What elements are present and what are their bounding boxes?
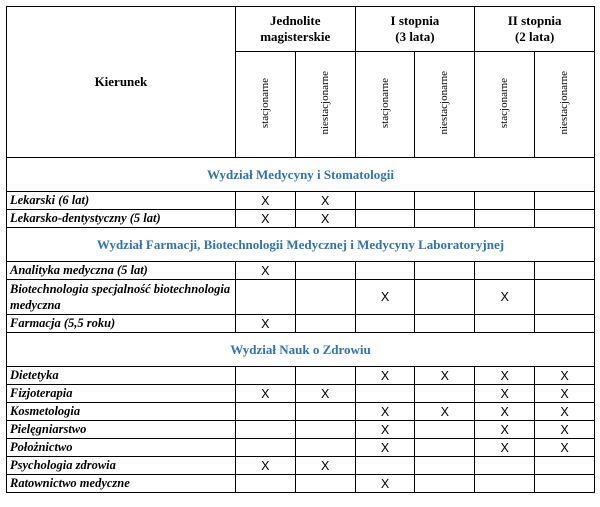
- mark-cell: X: [235, 457, 295, 475]
- header-mode-label: niestacjonarne: [318, 71, 331, 135]
- mark-cell: [295, 367, 355, 385]
- header-mode-label: niestacjonarne: [558, 71, 571, 135]
- mark-cell: [415, 421, 475, 439]
- mark-cell: [235, 403, 295, 421]
- table-row: [7, 457, 595, 475]
- program-name: Dietetyka: [7, 367, 236, 385]
- table-row: [7, 192, 595, 210]
- mark-cell: [355, 210, 415, 228]
- program-name: Biotechnologia specjalność biotechnologia medyczna: [7, 280, 236, 315]
- table-row: [7, 403, 595, 421]
- mark-cell: X: [475, 421, 535, 439]
- header-mode-cell: [475, 52, 535, 158]
- program-name: Położnictwo: [7, 439, 236, 457]
- mark-cell: X: [295, 210, 355, 228]
- mark-cell: X: [415, 367, 475, 385]
- mark-cell: [235, 439, 295, 457]
- mark-cell: X: [535, 367, 595, 385]
- mark-cell: X: [355, 403, 415, 421]
- faculty-row: [7, 333, 595, 367]
- study-programs-table: [6, 6, 595, 493]
- mark-cell: [295, 262, 355, 280]
- mark-cell: [235, 280, 295, 315]
- header-group-first-degree-line2: (3 lata): [395, 29, 435, 44]
- mark-cell: [415, 439, 475, 457]
- table-header: [7, 7, 595, 158]
- mark-cell: [475, 210, 535, 228]
- mark-cell: [295, 421, 355, 439]
- mark-cell: [295, 280, 355, 315]
- mark-cell: X: [475, 439, 535, 457]
- mark-cell: [535, 315, 595, 333]
- mark-cell: [235, 421, 295, 439]
- header-group-second-degree-line1: II stopnia: [507, 13, 562, 28]
- faculty-title: Wydział Nauk o Zdrowiu: [7, 333, 595, 367]
- mark-cell: X: [535, 385, 595, 403]
- mark-cell: [355, 385, 415, 403]
- mark-cell: X: [295, 385, 355, 403]
- mark-cell: X: [295, 192, 355, 210]
- mark-cell: [235, 367, 295, 385]
- mark-cell: [415, 280, 475, 315]
- mark-cell: [535, 262, 595, 280]
- mark-cell: [355, 192, 415, 210]
- table-row: [7, 421, 595, 439]
- mark-cell: [535, 475, 595, 493]
- program-name: Farmacja (5,5 roku): [7, 315, 236, 333]
- mark-cell: [295, 315, 355, 333]
- mark-cell: X: [415, 403, 475, 421]
- table-row: [7, 475, 595, 493]
- header-mode-cell: [415, 52, 475, 158]
- mark-cell: [355, 315, 415, 333]
- mark-cell: X: [355, 280, 415, 315]
- program-name: Lekarsko-dentystyczny (5 lat): [7, 210, 236, 228]
- header-mode-label: stacjonarne: [378, 77, 391, 129]
- mark-cell: X: [475, 280, 535, 315]
- header-mode-label: niestacjonarne: [438, 71, 451, 135]
- mark-cell: X: [355, 367, 415, 385]
- mark-cell: [535, 210, 595, 228]
- mark-cell: [475, 192, 535, 210]
- program-name: Ratownictwo medyczne: [7, 475, 236, 493]
- table-row: [7, 262, 595, 280]
- table-row: [7, 385, 595, 403]
- study-programs-table-wrapper: [6, 6, 595, 493]
- faculty-title: Wydział Medycyny i Stomatologii: [7, 158, 595, 192]
- mark-cell: [475, 457, 535, 475]
- mark-cell: [415, 457, 475, 475]
- mark-cell: [355, 262, 415, 280]
- mark-cell: X: [475, 403, 535, 421]
- mark-cell: [415, 210, 475, 228]
- header-group-second-degree-line2: (2 lata): [514, 29, 555, 44]
- mark-cell: X: [355, 439, 415, 457]
- mark-cell: X: [235, 315, 295, 333]
- mark-cell: [535, 457, 595, 475]
- table-body: [7, 158, 595, 493]
- header-group-jednolite-line2: magisterskie: [260, 29, 331, 44]
- table-row: [7, 280, 595, 315]
- mark-cell: [415, 262, 475, 280]
- header-group-first-degree: [355, 7, 475, 52]
- mark-cell: [295, 475, 355, 493]
- table-row: [7, 367, 595, 385]
- header-mode-cell: [355, 52, 415, 158]
- mark-cell: X: [295, 457, 355, 475]
- mark-cell: [475, 475, 535, 493]
- mark-cell: X: [475, 367, 535, 385]
- mark-cell: [475, 315, 535, 333]
- faculty-row: [7, 158, 595, 192]
- faculty-row: [7, 228, 595, 262]
- mark-cell: X: [235, 385, 295, 403]
- mark-cell: X: [355, 421, 415, 439]
- header-mode-label: stacjonarne: [498, 77, 511, 129]
- mark-cell: X: [535, 421, 595, 439]
- mark-cell: [355, 457, 415, 475]
- header-kierunek: Kierunek: [7, 7, 236, 158]
- header-mode-label: stacjonarne: [258, 77, 271, 129]
- program-name: Analityka medyczna (5 lat): [7, 262, 236, 280]
- table-row: [7, 439, 595, 457]
- mark-cell: [535, 192, 595, 210]
- header-mode-cell: [535, 52, 595, 158]
- program-name: Fizjoterapia: [7, 385, 236, 403]
- mark-cell: X: [235, 262, 295, 280]
- mark-cell: X: [235, 192, 295, 210]
- mark-cell: X: [535, 439, 595, 457]
- program-name: Kosmetologia: [7, 403, 236, 421]
- header-group-jednolite-line1: Jednolite: [269, 13, 321, 28]
- mark-cell: X: [535, 403, 595, 421]
- mark-cell: [535, 280, 595, 315]
- mark-cell: X: [235, 210, 295, 228]
- mark-cell: [415, 192, 475, 210]
- mark-cell: [415, 475, 475, 493]
- header-group-second-degree: [475, 7, 595, 52]
- mark-cell: [295, 439, 355, 457]
- mark-cell: [295, 403, 355, 421]
- mark-cell: X: [355, 475, 415, 493]
- mark-cell: [475, 262, 535, 280]
- mark-cell: [235, 475, 295, 493]
- table-row: [7, 315, 595, 333]
- header-row-groups: [7, 7, 595, 52]
- faculty-title: Wydział Farmacji, Biotechnologii Medycznej i Medycyny Laboratoryjnej: [7, 228, 595, 262]
- program-name: Pielęgniarstwo: [7, 421, 236, 439]
- mark-cell: [415, 385, 475, 403]
- program-name: Psychologia zdrowia: [7, 457, 236, 475]
- header-group-first-degree-line1: I stopnia: [390, 13, 440, 28]
- header-group-jednolite: [235, 7, 355, 52]
- header-mode-cell: [295, 52, 355, 158]
- mark-cell: [415, 315, 475, 333]
- table-row: [7, 210, 595, 228]
- header-mode-cell: [235, 52, 295, 158]
- program-name: Lekarski (6 lat): [7, 192, 236, 210]
- mark-cell: X: [475, 385, 535, 403]
